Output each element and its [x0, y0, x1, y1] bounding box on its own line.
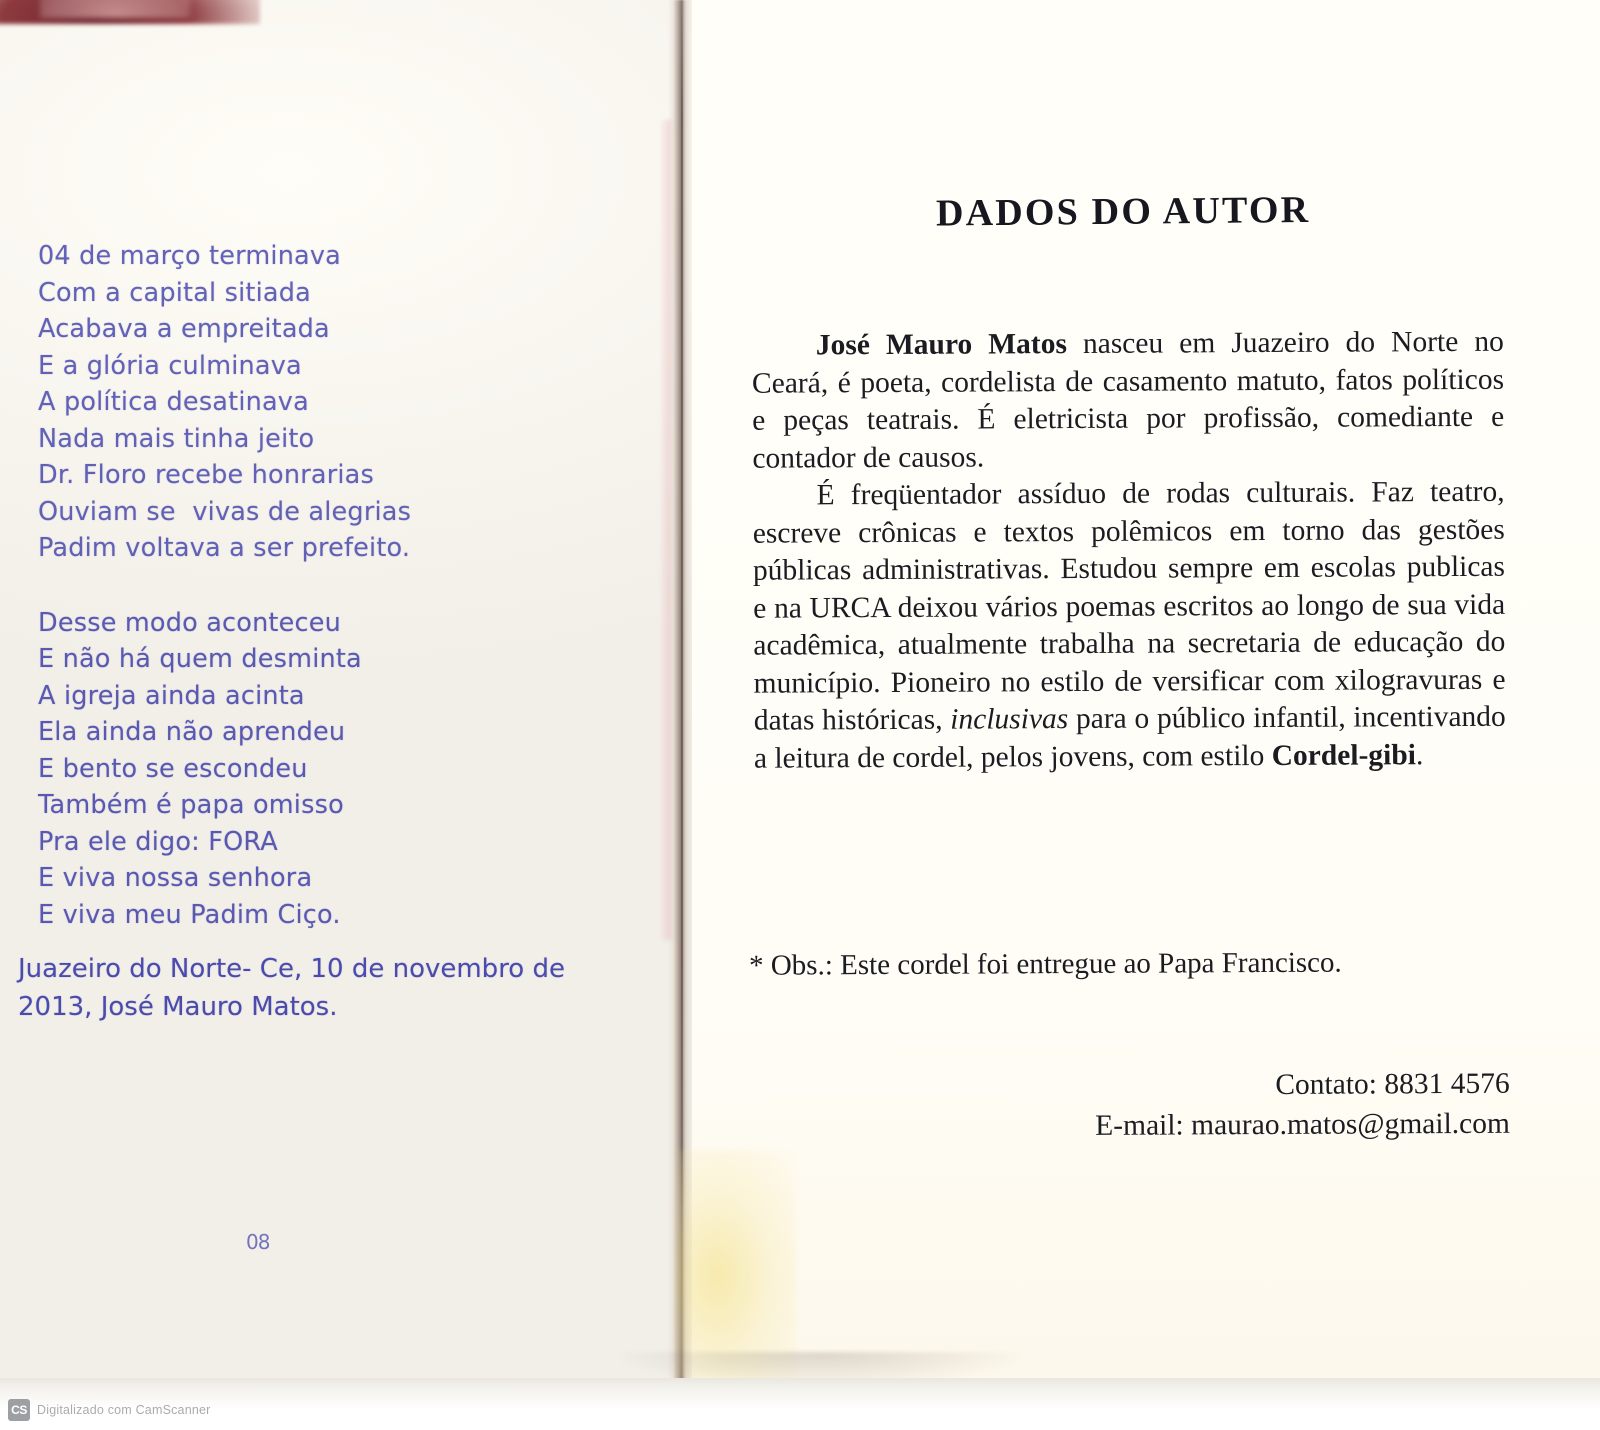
poem-line: Também é papa omisso	[38, 790, 344, 820]
page-number: 08	[246, 1230, 270, 1254]
poem-line: A política desatinava	[38, 387, 309, 417]
author-bio	[752, 324, 1506, 778]
bio-paragraph-1-text: nasceu em Juazeiro do Norte no Ceará, é poeta, cordelista de casamento matuto, fatos políticos e peças teatrais. É eletricista por profissão, comediante e contador de causos.	[751, 325, 1505, 475]
contact-phone: Contato: 8831 4576	[1275, 1067, 1510, 1101]
poem-line: Pra ele digo: FORA	[38, 826, 278, 857]
bio-emphasis: inclusivas	[950, 703, 1069, 736]
poem-colophon: Juazeiro do Norte- Ce, 10 de novembro de 2013, José Mauro Matos.	[18, 954, 565, 1022]
poem-line: Ouviam se vivas de alegrias	[38, 496, 412, 527]
camscanner-label: Digitalizado com CamScanner	[37, 1403, 211, 1417]
page-title: DADOS DO AUTOR	[935, 188, 1311, 235]
observation-note: * Obs.: Este cordel foi entregue ao Papa Francisco.	[748, 946, 1342, 982]
poem-line: Com a capital sitiada	[38, 277, 311, 308]
page-bottom-edge	[0, 1378, 1600, 1430]
poem-line: Acabava a empreitada	[38, 314, 330, 344]
poem-line: Nada mais tinha jeito	[38, 423, 315, 454]
poem-line: E a glória culminava	[38, 350, 302, 381]
poem-line: E viva meu Padim Ciço.	[38, 899, 341, 930]
author-name: José Mauro Matos	[815, 328, 1067, 362]
bio-paragraph-2-end: .	[1415, 738, 1424, 771]
left-page	[0, 0, 668, 1380]
bio-paragraph-1	[752, 324, 1505, 478]
poem-stanza	[38, 605, 638, 934]
right-page	[692, 0, 1600, 1380]
poem-line: Dr. Floro recebe honrarias	[38, 460, 374, 490]
poem-line: 04 de março terminava	[38, 241, 342, 271]
contact-email: E-mail: maurao.matos@gmail.com	[1095, 1107, 1510, 1142]
poem-line: A igreja ainda acinta	[38, 680, 305, 711]
bio-paragraph-2-text-a: É freqüentador assíduo de rodas culturais. Faz teatro, escreve crônicas e textos polêmicos em torno das gestões públicas administrativas. Estudou sempre em escolas publicas e na URCA deixou vários poemas escritos ao longo de sua vida acadêmica, atualmente trabalha na secretaria de educação do município. Pioneiro no estilo de versificar com xilogravuras e datas históricas,	[752, 475, 1506, 737]
poem-line: E viva nossa senhora	[38, 863, 313, 893]
camscanner-watermark	[8, 1399, 211, 1421]
poem-line: E bento se escondeu	[38, 753, 308, 784]
poem-body	[38, 238, 638, 933]
poem-line: Ela ainda não aprendeu	[38, 717, 346, 747]
poem-line: E não há quem desminta	[38, 644, 362, 674]
poem-line: Padim voltava a ser prefeito.	[38, 533, 411, 563]
poem-stanza	[38, 238, 638, 567]
contact-block	[698, 1064, 1510, 1148]
poem-line: Desse modo aconteceu	[38, 607, 341, 638]
bio-paragraph-2-text-b: para o público infantil, incentivando a leitura de cordel, pelos jovens, com estilo	[753, 700, 1506, 775]
camscanner-badge-icon: CS	[8, 1399, 30, 1421]
bio-style-name: Cordel-gibi	[1271, 738, 1416, 772]
bio-paragraph-2	[753, 474, 1507, 778]
